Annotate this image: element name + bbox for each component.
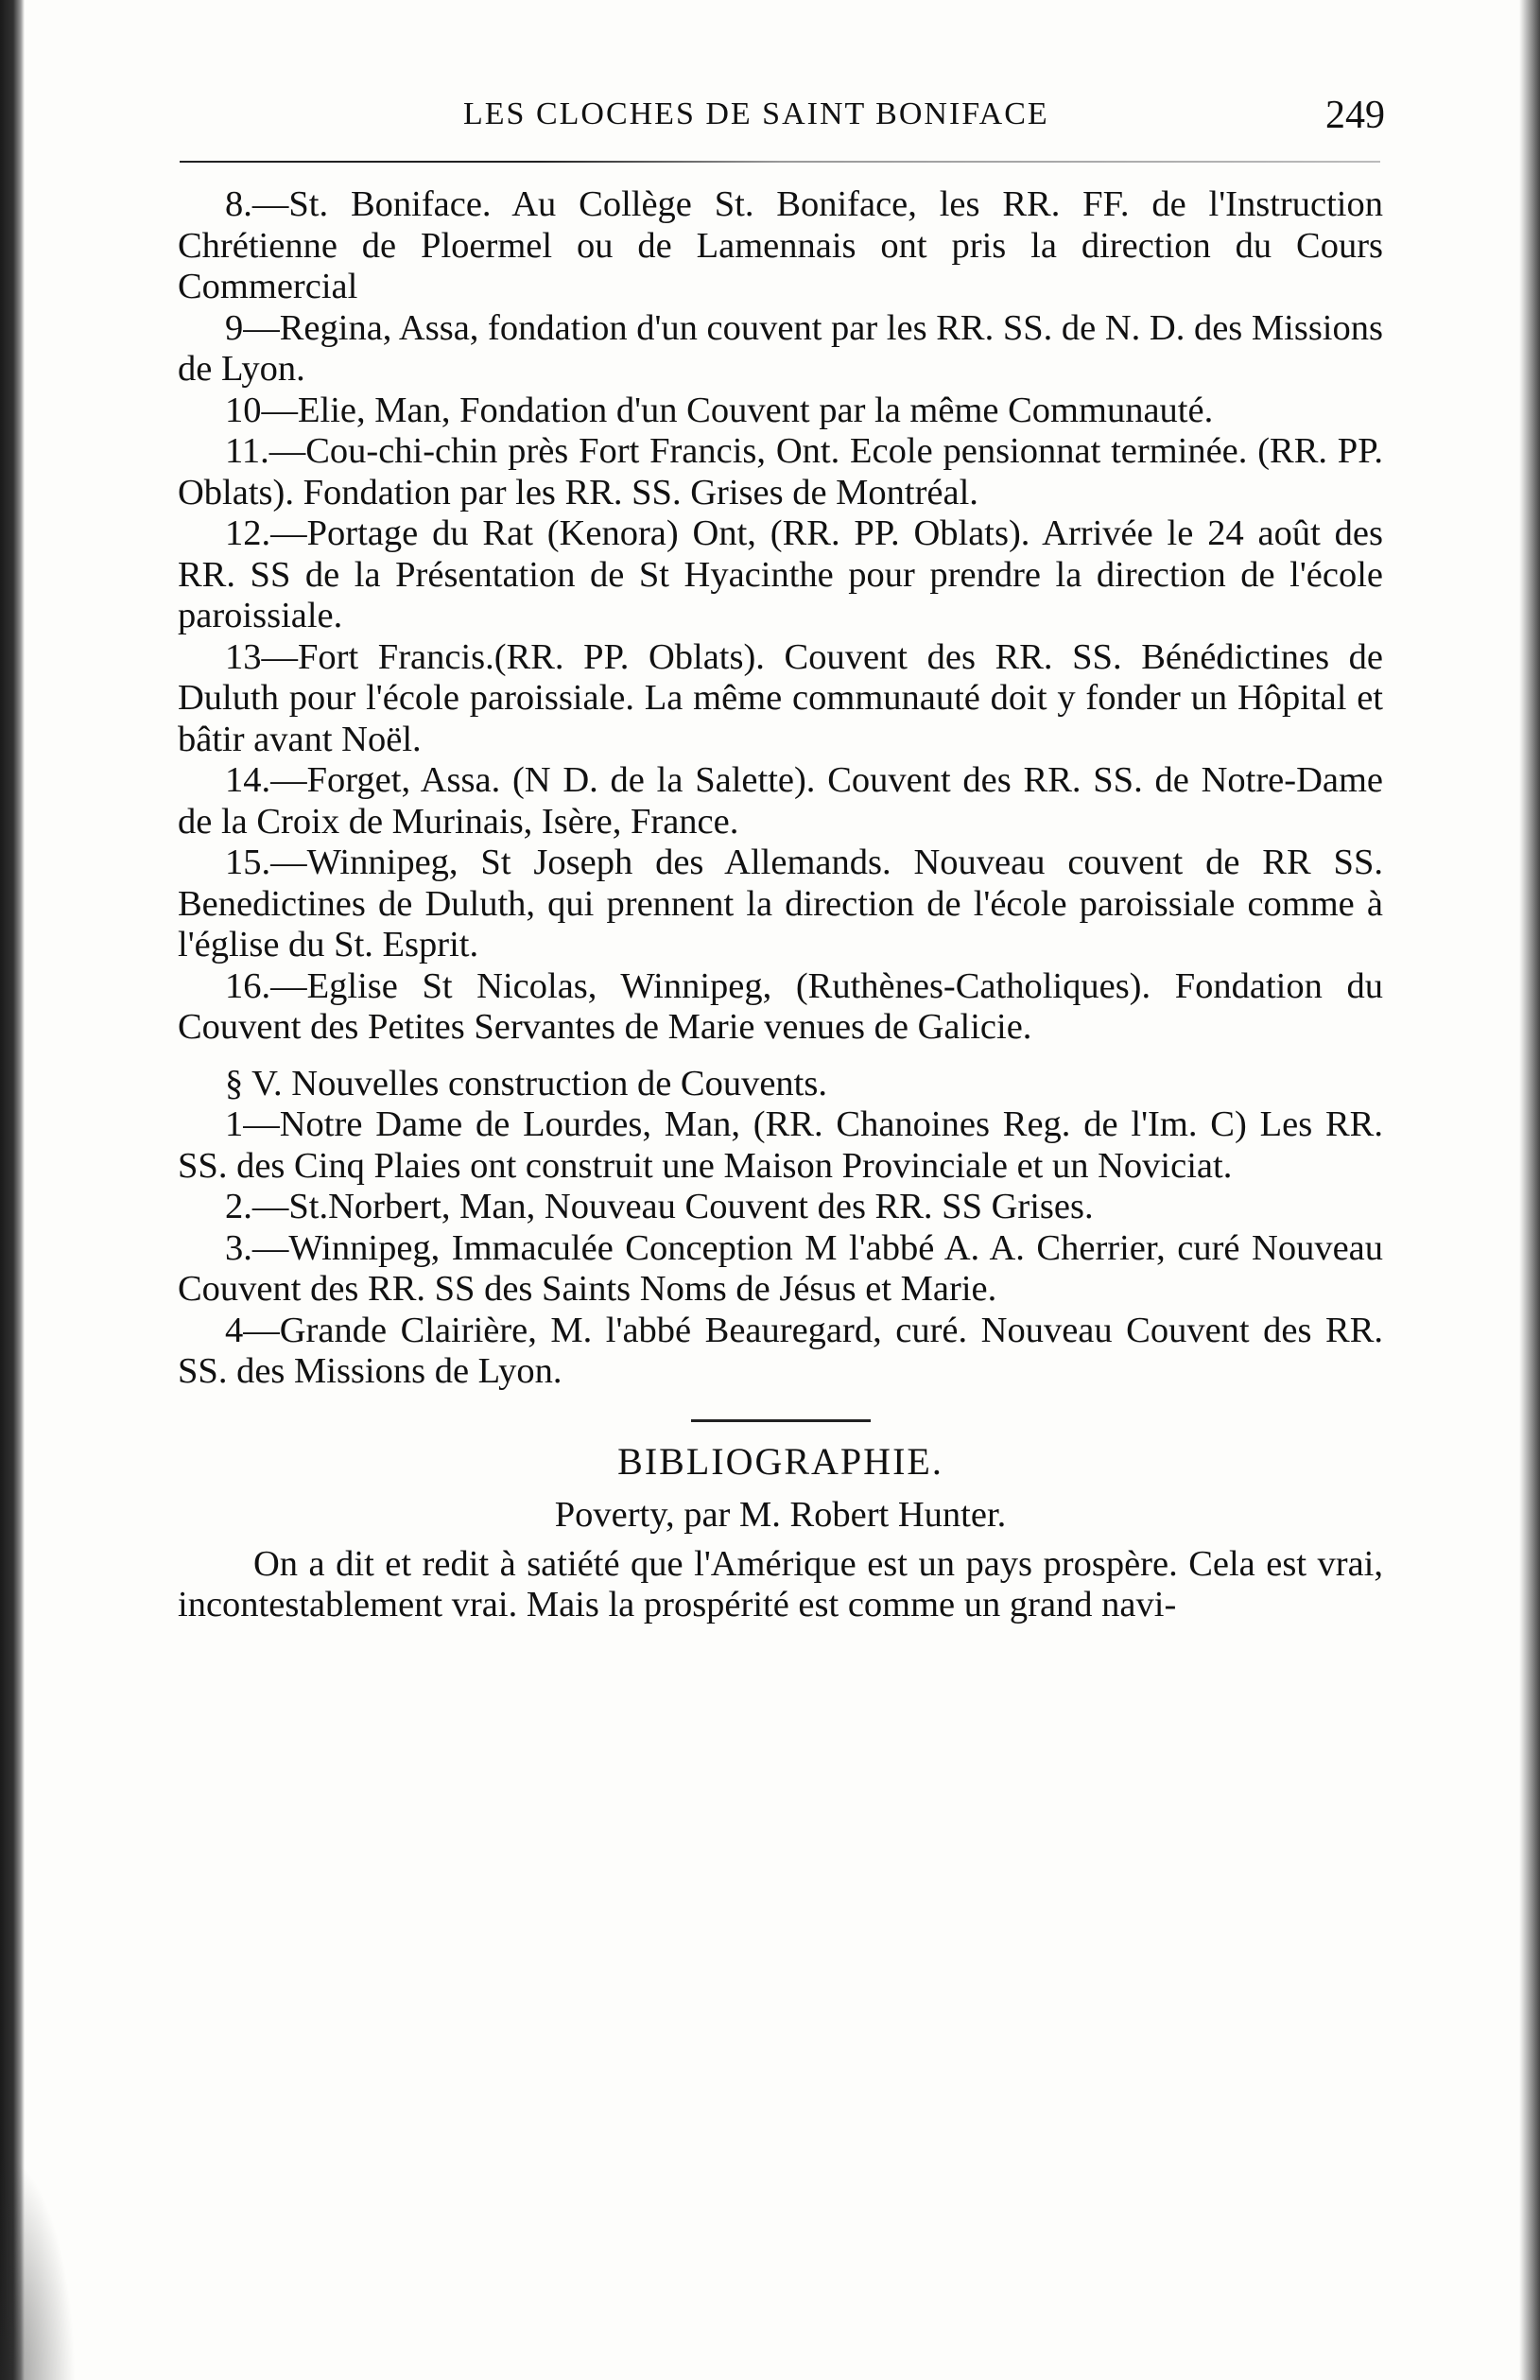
- list-item: 8.—St. Boniface. Au Collège St. Boniface, les RR. FF. de l'Instruction Chrétienne de Ploermel ou de Lamennais ont pris la direction du Cours Commercial: [178, 184, 1383, 306]
- list-item: 14.—Forget, Assa. (N D. de la Salette). Couvent des RR. SS. de Notre-Dame de la Croix de Murinais, Isère, France.: [178, 760, 1383, 842]
- book-title: Poverty, par M. Robert Hunter.: [554, 1495, 1007, 1535]
- list-item: 15.—Winnipeg, St Joseph des Allemands. Nouveau couvent de RR SS. Benedictines de Duluth, qui prennent la direction de l'école paroissiale comme à l'église du St. Esprit.: [178, 843, 1383, 964]
- section-title: BIBLIOGRAPHIE.: [617, 1439, 943, 1483]
- page-edge-shadow: [1519, 0, 1540, 2380]
- list-item: 2.—St.Norbert, Man, Nouveau Couvent des RR. SS Grises.: [225, 1187, 1094, 1226]
- list-item: 9—Regina, Assa, fondation d'un couvent par les RR. SS. de N. D. des Missions de Lyon.: [178, 307, 1383, 389]
- section-heading: § V. Nouvelles construction de Couvents.: [225, 1063, 827, 1103]
- review-paragraph: On a dit et redit à satiété que l'Amérique est un pays prospère. Cela est vrai, incontestablement vrai. Mais la prospérité est comme un grand navi-: [178, 1543, 1383, 1624]
- page-binding-shadow: [0, 0, 25, 2380]
- running-title: LES CLOCHES DE SAINT BONIFACE: [463, 96, 1049, 131]
- list-item: 12.—Portage du Rat (Kenora) Ont, (RR. PP. Oblats). Arrivée le 24 août des RR. SS de la Présentation de St Hyacinthe pour prendre la direction de l'école paroissiale.: [178, 513, 1383, 635]
- list-item: 11.—Cou-chi-chin près Fort Francis, Ont. Ecole pensionnat terminée. (RR. PP. Oblats). Fondation par les RR. SS. Grises de Montréal.: [178, 431, 1383, 512]
- list-item: 4—Grande Clairière, M. l'abbé Beauregard, curé. Nouveau Couvent des RR. SS. des Missions de Lyon.: [178, 1310, 1383, 1391]
- section-divider: [691, 1419, 871, 1422]
- list-item: 3.—Winnipeg, Immaculée Conception M l'abbé A. A. Cherrier, curé Nouveau Couvent des RR. SS des Saints Noms de Jésus et Marie.: [178, 1227, 1383, 1309]
- header-rule: [180, 161, 1380, 163]
- list-item: 10—Elie, Man, Fondation d'un Couvent par la même Communauté.: [225, 390, 1214, 430]
- page-number: 249: [1325, 94, 1385, 137]
- list-item: 13—Fort Francis.(RR. PP. Oblats). Couvent des RR. SS. Bénédictines de Duluth pour l'école paroissiale. La même communauté doit y fonder un Hôpital et bâtir avant Noël.: [178, 636, 1383, 759]
- page-corner-shadow: [0, 2153, 76, 2380]
- running-header: [180, 93, 1385, 149]
- list-item: 1—Notre Dame de Lourdes, Man, (RR. Chanoines Reg. de l'Im. C) Les RR. SS. des Cinq Plaies ont construit une Maison Provinciale et un Noviciat.: [178, 1104, 1383, 1186]
- list-item: 16.—Eglise St Nicolas, Winnipeg, (Ruthènes-Catholiques). Fondation du Couvent des Petites Servantes de Marie venues de Galicie.: [178, 965, 1383, 1047]
- body-text: [178, 184, 1383, 1626]
